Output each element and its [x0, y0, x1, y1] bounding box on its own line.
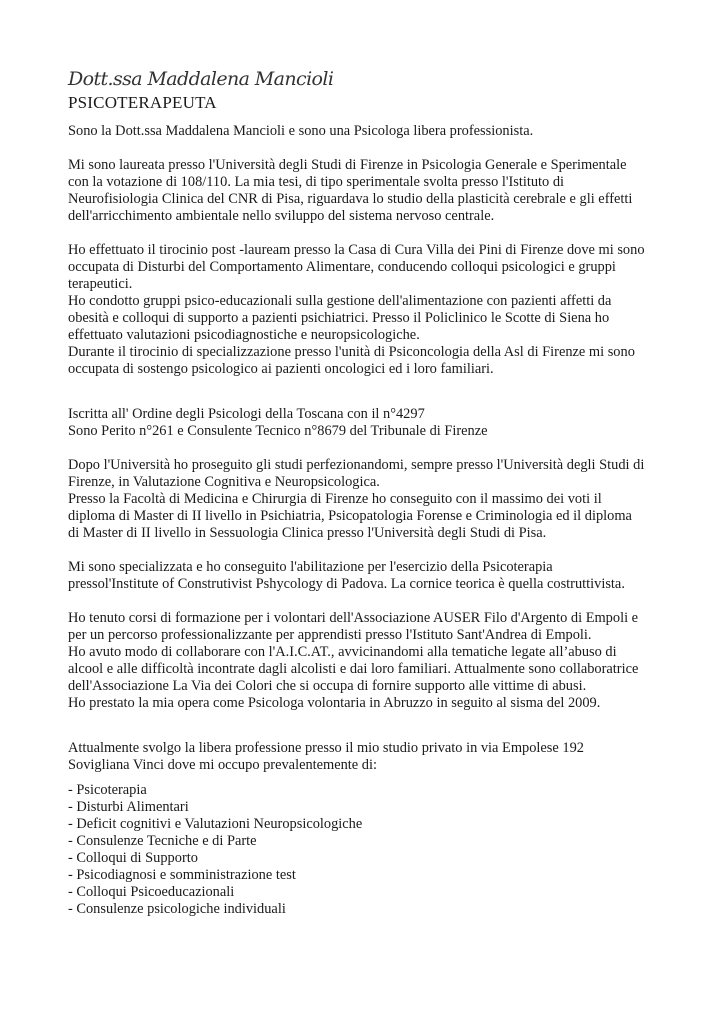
list-item: - Deficit cognitivi e Valutazioni Neuropsicologiche — [68, 816, 363, 832]
text-line: Sovigliana Vinci dove mi occupo prevalentemente di: — [68, 757, 377, 773]
services-list — [68, 782, 668, 918]
text-line: Ho tenuto corsi di formazione per i volontari dell'Associazione AUSER Filo d'Argento di Empoli e — [68, 610, 639, 626]
list-item: - Colloqui Psicoeducazionali — [68, 884, 235, 900]
text-line: Iscritta all' Ordine degli Psicologi della Toscana con il n°4297 — [68, 406, 425, 422]
page-title: PSICOTERAPEUTA — [68, 93, 217, 112]
text-line: Durante il tirocinio di specializzazione presso l'unità di Psiconcologia della Asl di Firenze mi sono — [68, 344, 635, 360]
text-line: occupata di sostengo psicologico ai pazienti oncologici ed i loro familiari. — [68, 361, 494, 377]
specializzazione-paragraph — [68, 559, 668, 593]
perfezionamento-paragraph — [68, 457, 668, 542]
text-line: effettuato valutazioni psicodiagnostiche e neuropsicologiche. — [68, 327, 420, 343]
signature-name: Dott.ssa Maddalena Mancioli — [68, 68, 334, 90]
text-line: Dopo l'Università ho proseguito gli studi perfezionandomi, sempre presso l'Università degli Studi di — [68, 457, 645, 473]
text-line: Mi sono specializzata e ho conseguito l'abilitazione per l'esercizio della Psicoterapia — [68, 559, 553, 575]
text-line: dell'arricchimento ambientale nello sviluppo del sistema nervoso centrale. — [68, 208, 495, 224]
studio-paragraph — [68, 740, 668, 774]
text-line: Sono Perito n°261 e Consulente Tecnico n°8679 del Tribunale di Firenze — [68, 423, 488, 439]
text-line: diploma di Master di II livello in Psichiatria, Psicopatologia Forense e Criminologia ed il diploma — [68, 508, 632, 524]
text-line: Ho condotto gruppi psico-educazionali sulla gestione dell'alimentazione con pazienti affetti da — [68, 293, 612, 309]
tirocinio-paragraph — [68, 242, 668, 378]
text-line: per un percorso professionalizzante per apprendisti presso l'Istituto Sant'Andrea di Empoli. — [68, 627, 592, 643]
text-line: dell'Associazione La Via dei Colori che si occupa di fornire supporto alle vittime di abusi. — [68, 678, 587, 694]
text-line: Mi sono laureata presso l'Università degli Studi di Firenze in Psicologia Generale e Sperimentale — [68, 157, 627, 173]
text-line: Neurofisiologia Clinica del CNR di Pisa, riguardava lo studio della plasticità cerebrale e gli effetti — [68, 191, 633, 207]
list-item: - Psicoterapia — [68, 782, 147, 798]
text-line: Ho effettuato il tirocinio post -lauream presso la Casa di Cura Villa dei Pini di Firenze dove mi sono — [68, 242, 645, 258]
text-line: Firenze, in Valutazione Cognitiva e Neuropsicologica. — [68, 474, 380, 490]
text-line: alcool e alle difficoltà incontrate dagli alcolisti e dai loro familiari. Attualmente sono collaboratrice — [68, 661, 639, 677]
volontariato-paragraph — [68, 610, 668, 712]
iscrizione-paragraph — [68, 406, 668, 440]
text-line: terapeutici. — [68, 276, 133, 292]
intro-paragraph: Sono la Dott.ssa Maddalena Mancioli e sono una Psicologa libera professionista. — [68, 123, 534, 139]
text-line: occupata di Disturbi del Comportamento Alimentare, conducendo colloqui psicologici e gruppi — [68, 259, 616, 275]
text-line: di Master di II livello in Sessuologia Clinica presso l'Università degli Studi di Pisa. — [68, 525, 547, 541]
text-line: Presso la Facoltà di Medicina e Chirurgia di Firenze ho conseguito con il massimo dei voti il — [68, 491, 602, 507]
text-line: Attualmente svolgo la libera professione presso il mio studio privato in via Empolese 192 — [68, 740, 584, 756]
document-page — [68, 66, 668, 918]
text-line: obesità e colloqui di supporto a pazienti psichiatrici. Presso il Policlinico le Scotte di Siena ho — [68, 310, 610, 326]
list-item: - Disturbi Alimentari — [68, 799, 189, 815]
laurea-paragraph — [68, 157, 668, 225]
text-line: Ho prestato la mia opera come Psicologa volontaria in Abruzzo in seguito al sisma del 2009. — [68, 695, 601, 711]
list-item: - Consulenze Tecniche e di Parte — [68, 833, 257, 849]
text-line: pressol'Institute of Construtivist Pshycology di Padova. La cornice teorica è quella costruttivista. — [68, 576, 625, 592]
list-item: - Psicodiagnosi e somministrazione test — [68, 867, 296, 883]
document-body — [68, 123, 668, 918]
text-line: Ho avuto modo di collaborare con l'A.I.C.AT., avvicinandomi alla tematiche legate all’abuso di — [68, 644, 617, 660]
text-line: con la votazione di 108/110. La mia tesi, di tipo sperimentale svolta presso l'Istituto di — [68, 174, 565, 190]
list-item: - Colloqui di Supporto — [68, 850, 198, 866]
list-item: - Consulenze psicologiche individuali — [68, 901, 286, 917]
